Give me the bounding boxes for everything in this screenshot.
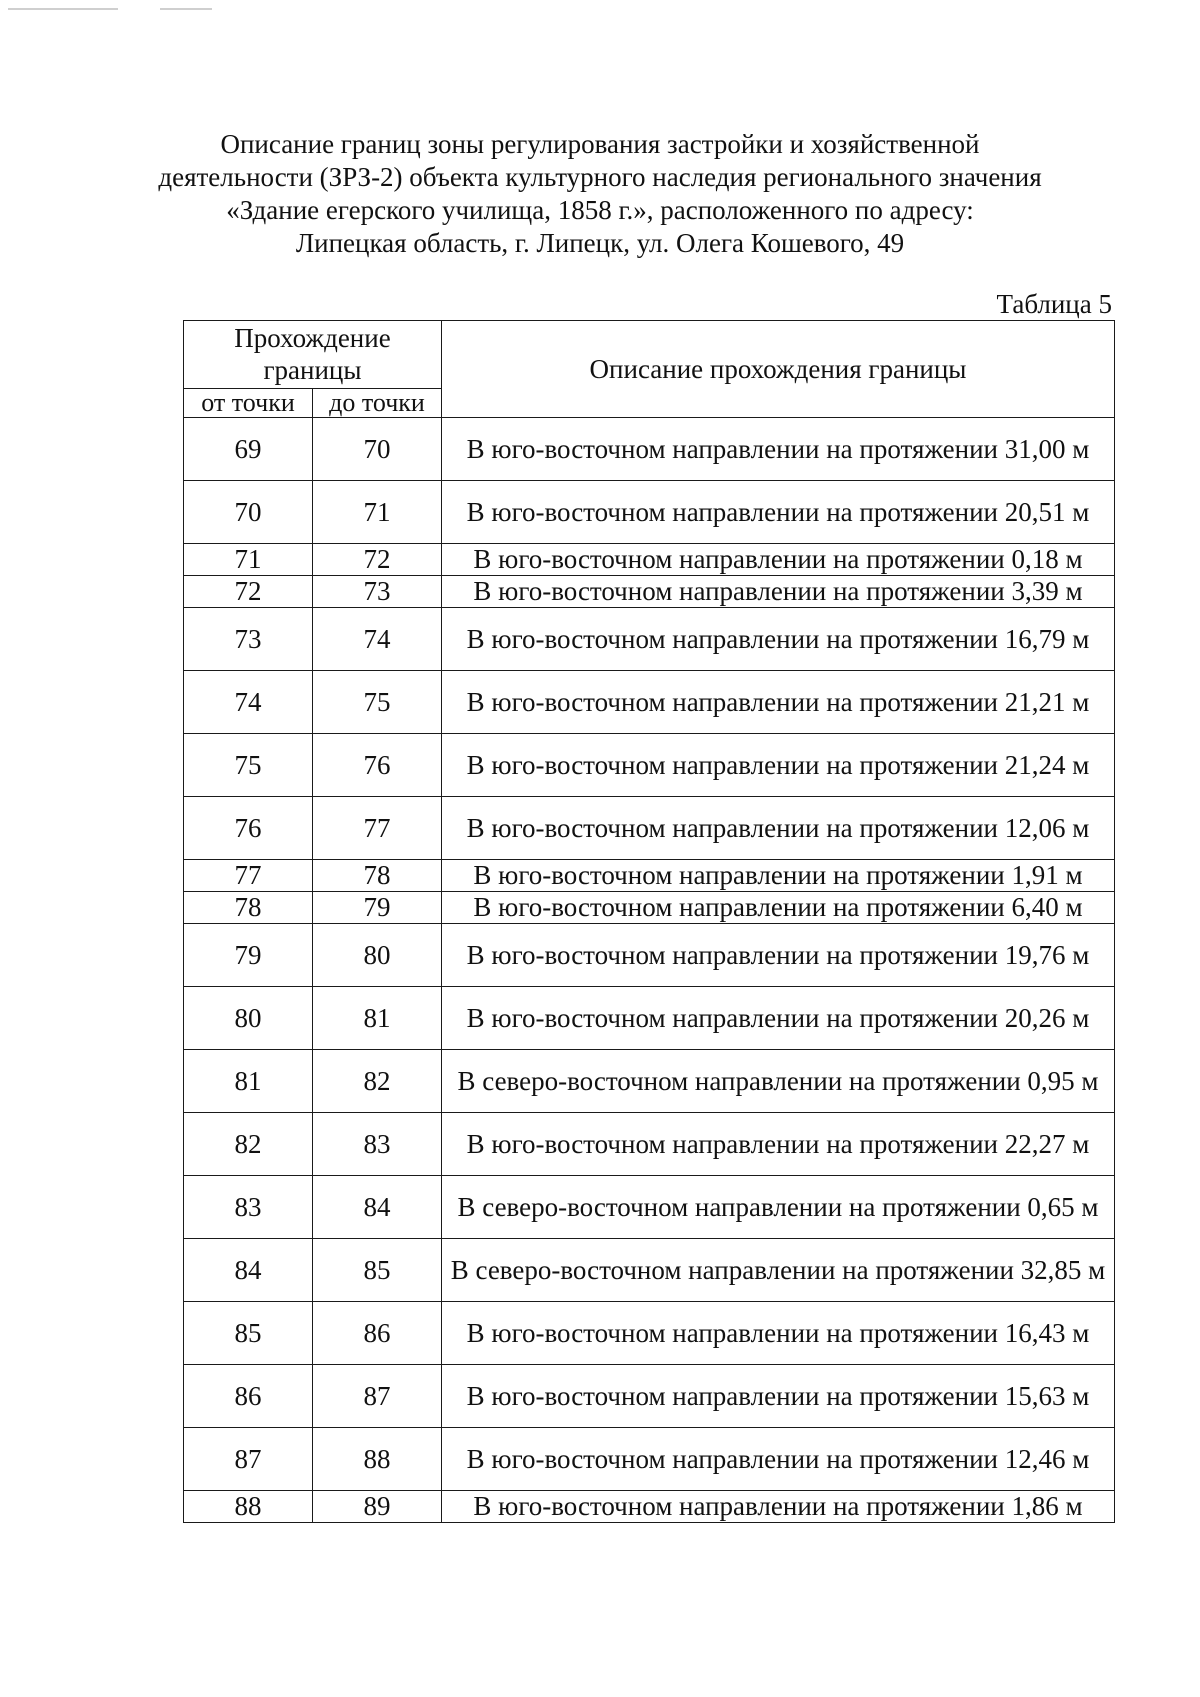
cell-description: В северо-восточном направлении на протяжении 32,85 м <box>442 1239 1115 1302</box>
cell-description: В юго-восточном направлении на протяжении 19,76 м <box>442 924 1115 987</box>
scan-artifact-left <box>8 8 118 10</box>
cell-description: В юго-восточном направлении на протяжении 6,40 м <box>442 892 1115 924</box>
cell-from: 88 <box>184 1491 313 1523</box>
cell-to: 78 <box>313 860 442 892</box>
cell-from: 80 <box>184 987 313 1050</box>
cell-to: 84 <box>313 1176 442 1239</box>
cell-from: 76 <box>184 797 313 860</box>
table-row <box>184 671 1115 734</box>
cell-to: 74 <box>313 608 442 671</box>
table-row <box>184 1113 1115 1176</box>
cell-to: 83 <box>313 1113 442 1176</box>
cell-to: 77 <box>313 797 442 860</box>
boundary-table <box>183 320 1115 1523</box>
table-row <box>184 418 1115 481</box>
cell-from: 87 <box>184 1428 313 1491</box>
header-passage: Прохождение границы <box>184 321 442 389</box>
cell-from: 81 <box>184 1050 313 1113</box>
cell-from: 74 <box>184 671 313 734</box>
cell-description: В юго-восточном направлении на протяжении 31,00 м <box>442 418 1115 481</box>
cell-to: 72 <box>313 544 442 576</box>
table-row <box>184 544 1115 576</box>
table-row <box>184 987 1115 1050</box>
cell-description: В юго-восточном направлении на протяжении 12,06 м <box>442 797 1115 860</box>
cell-from: 84 <box>184 1239 313 1302</box>
cell-from: 83 <box>184 1176 313 1239</box>
cell-to: 81 <box>313 987 442 1050</box>
header-to-point: до точки <box>313 388 442 417</box>
header-description: Описание прохождения границы <box>442 321 1115 418</box>
cell-to: 85 <box>313 1239 442 1302</box>
title-line-4: Липецкая область, г. Липецк, ул. Олега Кошевого, 49 <box>295 228 905 258</box>
cell-from: 78 <box>184 892 313 924</box>
table-row <box>184 608 1115 671</box>
cell-to: 89 <box>313 1491 442 1523</box>
cell-description: В юго-восточном направлении на протяжении 21,24 м <box>442 734 1115 797</box>
cell-description: В северо-восточном направлении на протяжении 0,65 м <box>442 1176 1115 1239</box>
cell-description: В юго-восточном направлении на протяжении 22,27 м <box>442 1113 1115 1176</box>
table-row <box>184 1491 1115 1523</box>
cell-from: 86 <box>184 1365 313 1428</box>
cell-to: 86 <box>313 1302 442 1365</box>
cell-description: В северо-восточном направлении на протяжении 0,95 м <box>442 1050 1115 1113</box>
title-line-3: «Здание егерского училища, 1858 г.», расположенного по адресу: <box>226 195 974 225</box>
scan-artifact-right <box>160 8 212 10</box>
cell-description: В юго-восточном направлении на протяжении 16,43 м <box>442 1302 1115 1365</box>
cell-to: 73 <box>313 576 442 608</box>
cell-from: 69 <box>184 418 313 481</box>
table-row <box>184 481 1115 544</box>
cell-description: В юго-восточном направлении на протяжении 20,51 м <box>442 481 1115 544</box>
cell-from: 82 <box>184 1113 313 1176</box>
cell-to: 75 <box>313 671 442 734</box>
table-row <box>184 1428 1115 1491</box>
cell-to: 82 <box>313 1050 442 1113</box>
cell-from: 72 <box>184 576 313 608</box>
cell-to: 71 <box>313 481 442 544</box>
cell-to: 76 <box>313 734 442 797</box>
cell-description: В юго-восточном направлении на протяжении 20,26 м <box>442 987 1115 1050</box>
cell-description: В юго-восточном направлении на протяжении 12,46 м <box>442 1428 1115 1491</box>
table-row <box>184 1239 1115 1302</box>
table-row <box>184 734 1115 797</box>
header-from-point: от точки <box>184 388 313 417</box>
cell-description: В юго-восточном направлении на протяжении 0,18 м <box>442 544 1115 576</box>
title-line-2: деятельности (ЗРЗ-2) объекта культурного наследия регионального значения <box>158 162 1042 192</box>
table-row <box>184 1050 1115 1113</box>
cell-to: 88 <box>313 1428 442 1491</box>
table-row <box>184 576 1115 608</box>
cell-from: 77 <box>184 860 313 892</box>
table-row <box>184 892 1115 924</box>
table-body <box>184 418 1115 1523</box>
table-row <box>184 860 1115 892</box>
cell-description: В юго-восточном направлении на протяжении 21,21 м <box>442 671 1115 734</box>
cell-from: 70 <box>184 481 313 544</box>
cell-description: В юго-восточном направлении на протяжении 1,86 м <box>442 1491 1115 1523</box>
title-line-1: Описание границ зоны регулирования застройки и хозяйственной <box>220 129 980 159</box>
table-row <box>184 1176 1115 1239</box>
document-title <box>150 128 1050 260</box>
cell-description: В юго-восточном направлении на протяжении 1,91 м <box>442 860 1115 892</box>
table-caption: Таблица 5 <box>996 289 1112 319</box>
table-row <box>184 797 1115 860</box>
table-row <box>184 1365 1115 1428</box>
cell-from: 73 <box>184 608 313 671</box>
table-row <box>184 924 1115 987</box>
cell-to: 70 <box>313 418 442 481</box>
cell-description: В юго-восточном направлении на протяжении 15,63 м <box>442 1365 1115 1428</box>
cell-from: 75 <box>184 734 313 797</box>
cell-from: 71 <box>184 544 313 576</box>
cell-to: 79 <box>313 892 442 924</box>
cell-description: В юго-восточном направлении на протяжении 16,79 м <box>442 608 1115 671</box>
cell-from: 85 <box>184 1302 313 1365</box>
table-header <box>184 321 1115 418</box>
cell-description: В юго-восточном направлении на протяжении 3,39 м <box>442 576 1115 608</box>
cell-from: 79 <box>184 924 313 987</box>
cell-to: 87 <box>313 1365 442 1428</box>
table-row <box>184 1302 1115 1365</box>
cell-to: 80 <box>313 924 442 987</box>
